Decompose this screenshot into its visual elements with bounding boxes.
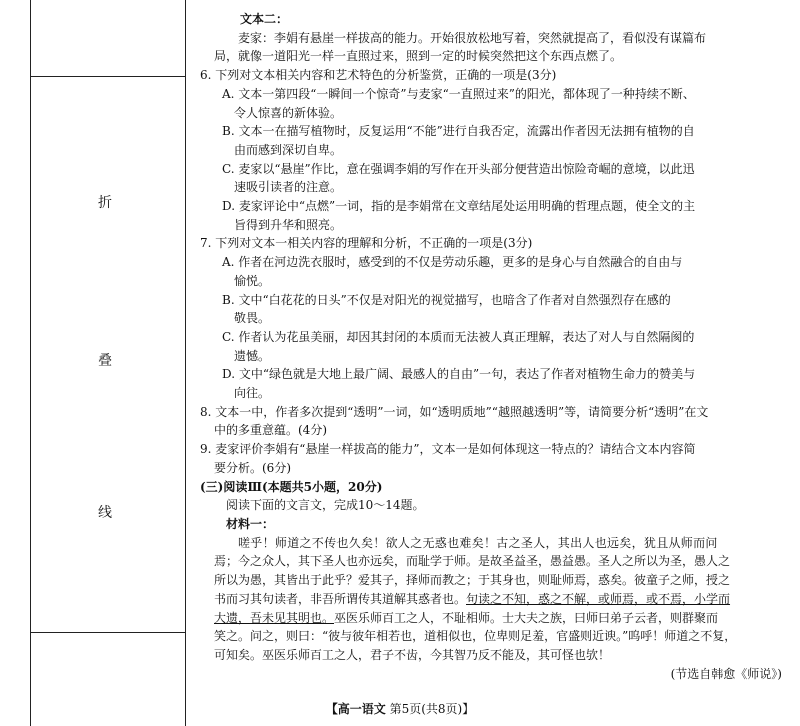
margin-divider-bottom bbox=[30, 632, 186, 633]
section3-instruction: 阅读下面的文言文，完成10～14题。 bbox=[226, 498, 425, 513]
fold-char-3: 线 bbox=[98, 505, 112, 521]
binding-margin bbox=[0, 0, 186, 726]
q6-option-a-line1: A. 文本一第四段“一瞬间一个惊奇”与麦家“一直照过来”的阳光，都体现了一种持续不断、 bbox=[222, 86, 695, 101]
section3-heading: (三)阅读Ⅲ(本题共5小题，20分) bbox=[200, 479, 383, 494]
q7-option-a-line2: 愉悦。 bbox=[234, 273, 271, 288]
classical-line5-plain: 巫医乐师百工之人，不耻相师。士大夫之族，曰师曰弟子云者，则群聚而 bbox=[334, 610, 719, 625]
q7-option-d-line2: 向往。 bbox=[234, 386, 271, 401]
page-content bbox=[200, 10, 788, 683]
classical-line5 bbox=[200, 609, 788, 628]
margin-line-inner bbox=[185, 0, 186, 726]
classical-line1: 嗟乎！师道之不传也久矣！欲人之无惑也难矣！古之圣人，其出人也远矣，犹且从师而问 bbox=[238, 535, 718, 550]
classical-line4 bbox=[200, 590, 788, 609]
q6-option-c-line1: C. 麦家以“悬崖”作比，意在强调李娟的写作在开头部分便营造出惊险奇崛的意境，以此迅 bbox=[222, 161, 695, 176]
margin-divider-top bbox=[30, 76, 186, 77]
classical-line7: 可知矣。巫医乐师百工之人，君子不齿，今其智乃反不能及，其可怪也欤！ bbox=[214, 647, 611, 662]
q9-line1: 9. 麦家评价李娟有“悬崖一样拔高的能力”，文本一是如何体现这一特点的？请结合文本内容简 bbox=[200, 442, 696, 457]
page-footer bbox=[0, 700, 800, 717]
q7-option-b-line1: B. 文中“白花花的日头”不仅是对阳光的视觉描写，也暗含了作者对自然强烈存在感的 bbox=[222, 292, 671, 307]
q7-option-d-line1: D. 文中“绿色就是大地上最广阔、最感人的自由”一句，表达了作者对植物生命力的赞美与 bbox=[222, 367, 696, 382]
q6-option-d-line2: 旨得到升华和照亮。 bbox=[234, 217, 343, 232]
q7-option-a-line1: A. 作者在河边洗衣服时，感受到的不仅是劳动乐趣，更多的是身心与自然融合的自由与 bbox=[222, 255, 683, 270]
classical-line4-underlined: 句读之不知，惑之不解，或师焉，或不焉，小学而 bbox=[466, 591, 731, 606]
material1-label: 材料一： bbox=[226, 516, 275, 531]
q8-line1: 8. 文本一中，作者多次提到“透明”一词，如“透明质地”“越照越透明”等，请简要分析“透明”在文 bbox=[200, 404, 709, 419]
q7-option-c-line1: C. 作者认为花虽美丽，却因其封闭的本质而无法被人真正理解，表达了对人与自然隔阂的 bbox=[222, 329, 695, 344]
footer-subject: 【高一语文 bbox=[325, 702, 386, 716]
q6-option-b-line1: B. 文本一在描写植物时，反复运用“不能”进行自我否定，流露出作者因无法拥有植物的自 bbox=[222, 124, 695, 139]
margin-line-outer bbox=[30, 0, 31, 726]
q6-option-b-line2: 由而感到深切自卑。 bbox=[234, 142, 343, 157]
classical-line3: 所以为愚，其皆出于此乎？爱其子，择师而教之；于其身也，则耻师焉，惑矣。彼童子之师，授之 bbox=[214, 573, 731, 588]
fold-char-1: 折 bbox=[98, 195, 112, 211]
q9-line2: 要分析。(6分) bbox=[214, 460, 291, 475]
q6-stem: 6. 下列对文本相关内容和艺术特色的分析鉴赏，正确的一项是(3分) bbox=[200, 68, 557, 83]
source-citation: (节选自韩愈《师说》) bbox=[670, 666, 782, 681]
text2-para-line1: 麦家：李娟有悬崖一样拔高的能力。开始很放松地写着，突然就提高了，看似没有谋篇布 bbox=[238, 30, 707, 45]
fold-char-2: 叠 bbox=[98, 353, 112, 369]
classical-line2: 焉；今之众人，其下圣人也亦远矣，而耻学于师。是故圣益圣，愚益愚。圣人之所以为圣，愚人之 bbox=[214, 554, 731, 569]
classical-line5-underlined: 大遗，吾未见其明也。 bbox=[214, 610, 335, 625]
footer-page-number: 第5页(共8页)】 bbox=[389, 702, 475, 716]
q7-stem: 7. 下列对文本一相关内容的理解和分析，不正确的一项是(3分) bbox=[200, 236, 533, 251]
text2-para-line2: 局，就像一道阳光一样一直照过来，照到一定的时候突然把这个东西点燃了。 bbox=[214, 49, 623, 64]
classical-line6: 笑之。问之，则曰：“彼与彼年相若也，道相似也，位卑则足羞，官盛则近谀。”呜呼！师道之不复， bbox=[214, 629, 737, 644]
q6-option-a-line2: 令人惊喜的新体验。 bbox=[234, 105, 343, 120]
classical-line4-plain: 书而习其句读者，非吾所谓传其道解其惑者也。 bbox=[214, 591, 467, 606]
q7-option-c-line2: 遗憾。 bbox=[234, 348, 271, 363]
q6-option-c-line2: 速吸引读者的注意。 bbox=[234, 180, 343, 195]
q8-line2: 中的多重意蕴。(4分) bbox=[214, 423, 327, 438]
text2-title: 文本二： bbox=[240, 12, 289, 26]
q6-option-d-line1: D. 麦家评论中“点燃”一词，指的是李娟常在文章结尾处运用明确的哲理点题，使全文的主 bbox=[222, 199, 696, 214]
q7-option-b-line2: 敬畏。 bbox=[234, 311, 271, 326]
